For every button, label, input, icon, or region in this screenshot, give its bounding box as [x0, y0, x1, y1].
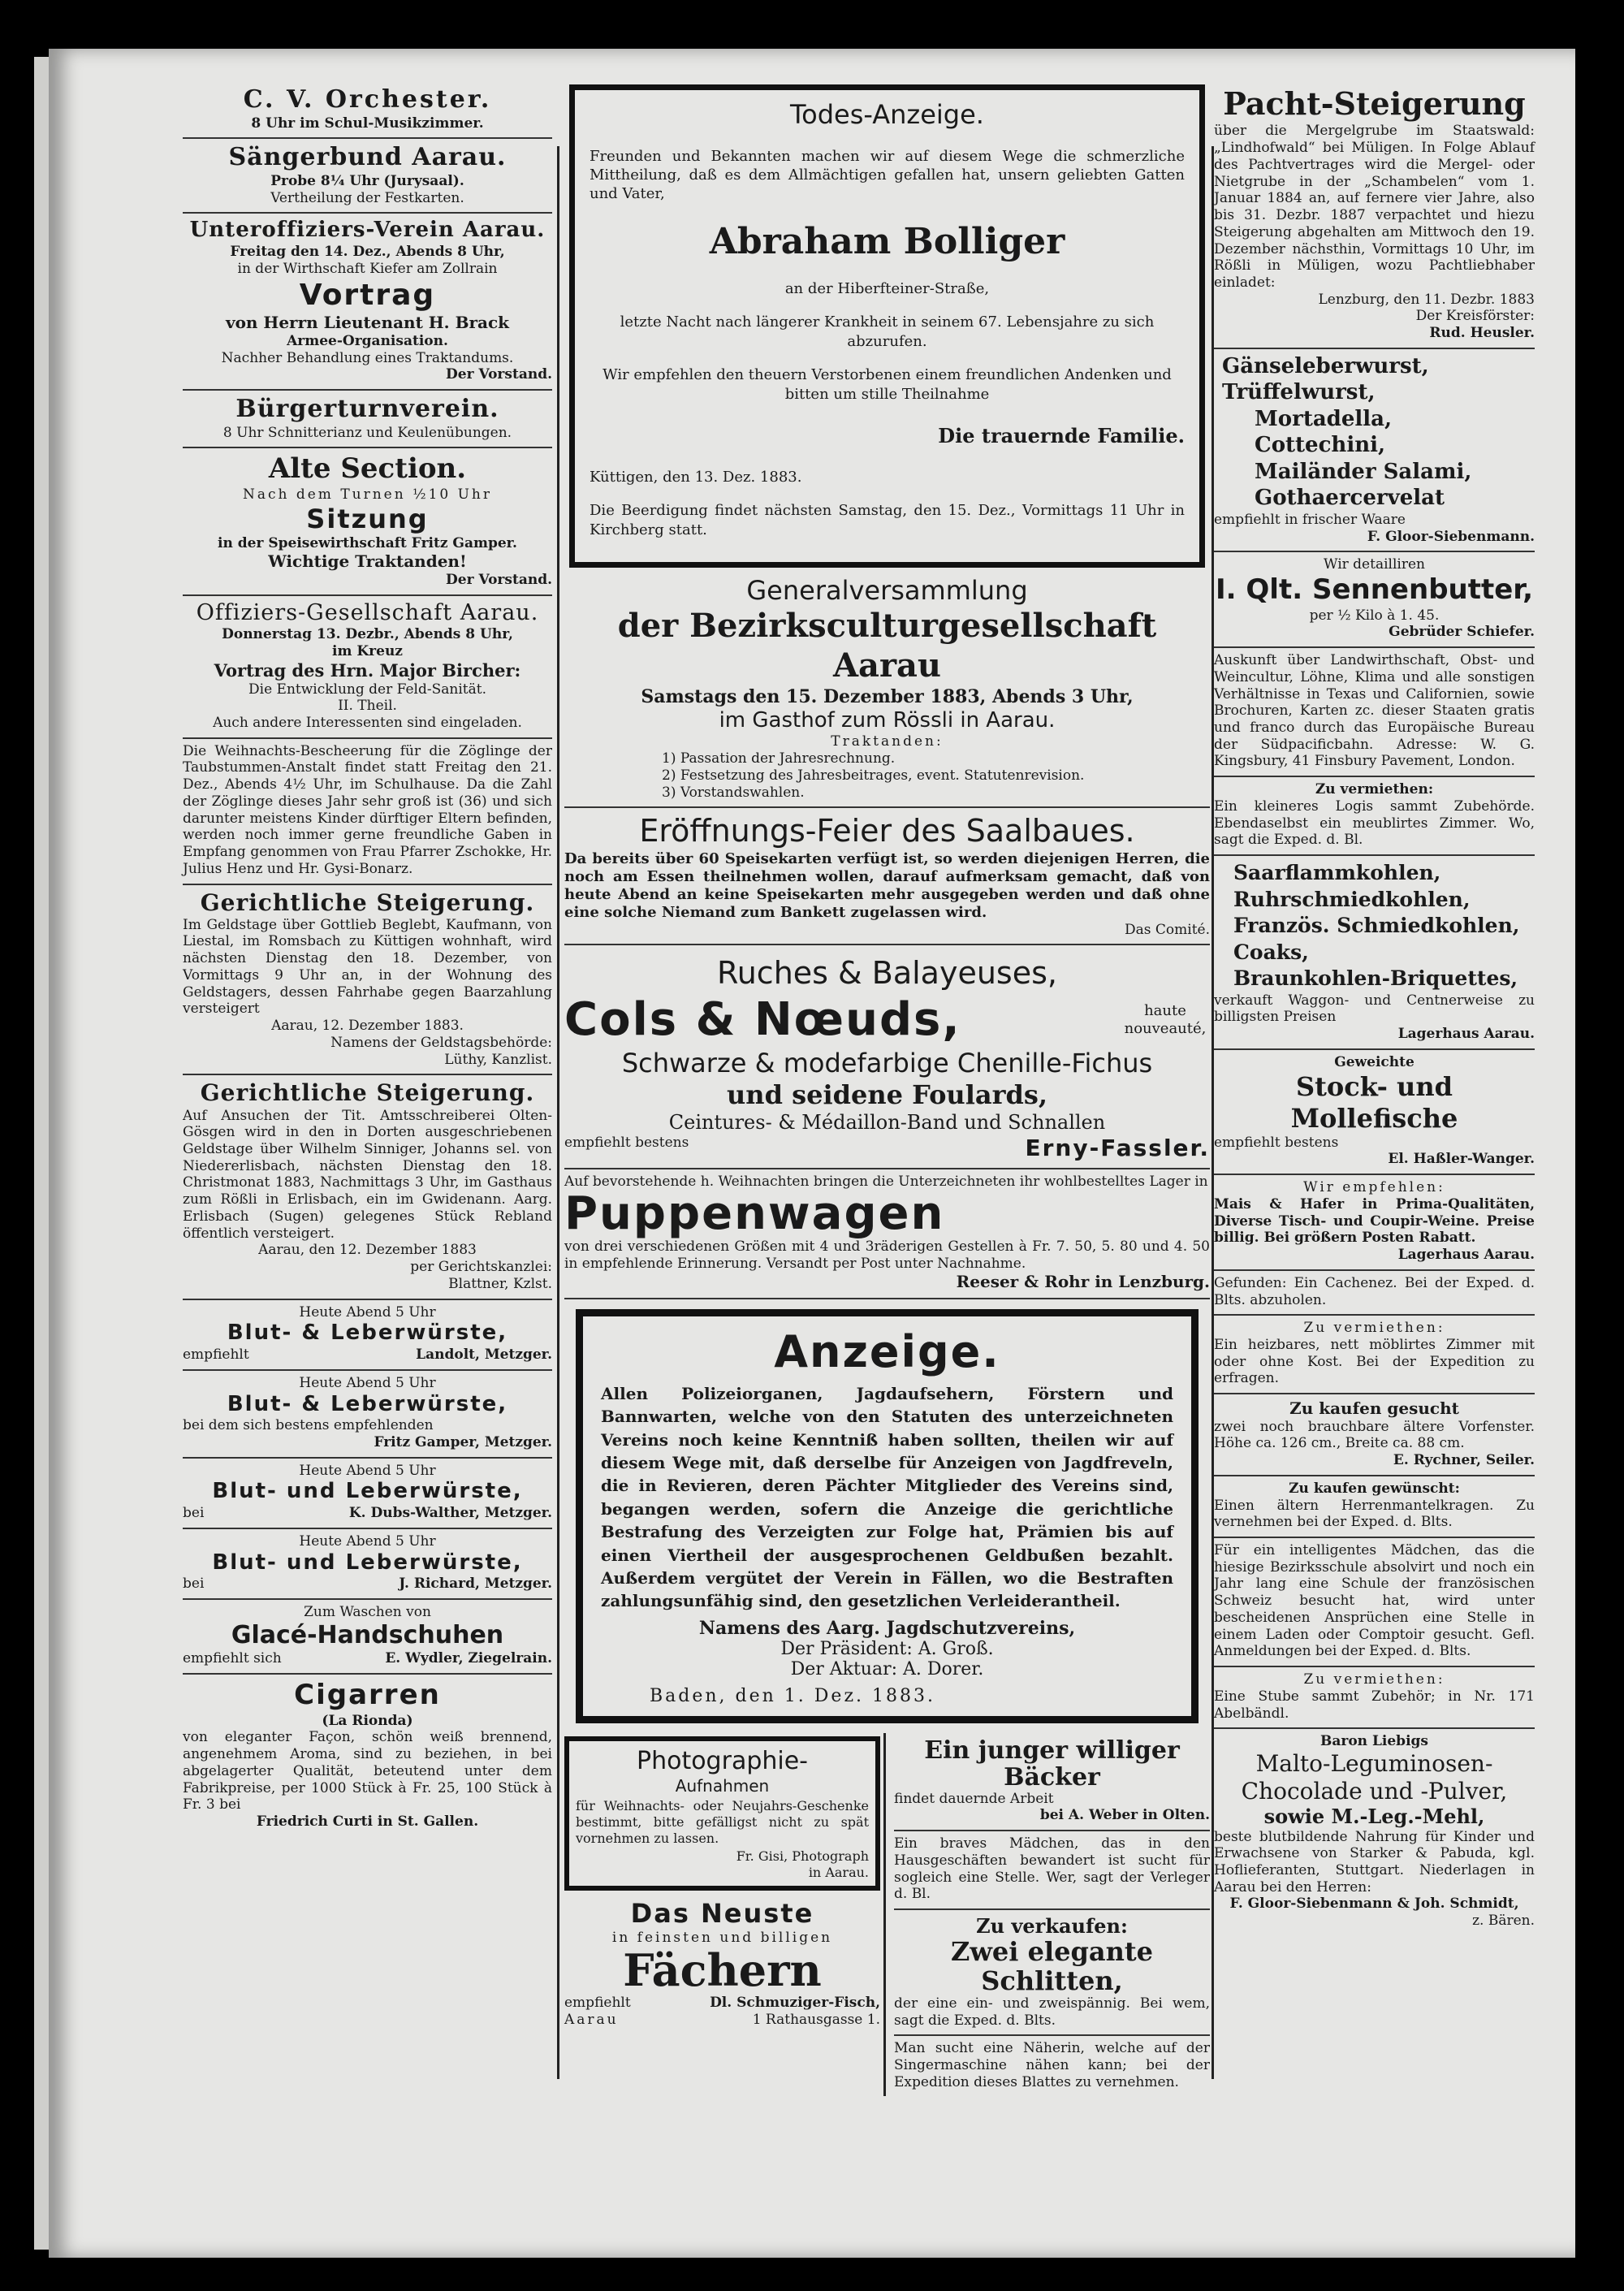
bottom-split — [564, 1733, 1210, 2097]
ad-text: Die Entwicklung der Feld-Sanität. — [248, 681, 486, 698]
ad-title: Puppenwagen — [564, 1187, 945, 1241]
ad-buergerturnverein — [183, 391, 552, 448]
ad-blut-leberwuerste-2 — [183, 1371, 552, 1459]
product-line: Ruhrschmiedkohlen, — [1233, 887, 1471, 911]
ad-title: Blut- & Leberwürste, — [227, 1321, 508, 1346]
ad-text: Auf bevorstehende h. Weihnachten bringen die Unterzeichneten ihr wohlbestelltes Lager in — [564, 1174, 1208, 1191]
ad-text: in der Speisewirthschaft Fritz Gamper. — [218, 534, 517, 551]
ad-weihnachts-bescheerung — [183, 739, 552, 885]
bottom-split-left — [564, 1733, 886, 2097]
ad-title: Sängerbund Aarau. — [228, 143, 507, 172]
ad-text: Samstags den 15. Dezember 1883, Abends 3 Uhr, — [641, 685, 1134, 707]
ad-title: I. Qlt. Sennenbutter, — [1216, 573, 1533, 607]
ad-title: Unteroffiziers-Verein Aarau. — [189, 218, 546, 243]
ad-text: Heute Abend 5 Uhr — [299, 1303, 436, 1321]
ad-gefunden — [1214, 1271, 1535, 1316]
column-middle — [564, 81, 1210, 2096]
ad-ruches-balayeuses — [564, 945, 1210, 1169]
ad-title: Sitzung — [306, 503, 429, 534]
ad-title: Blut- und Leberwürste, — [212, 1479, 523, 1504]
ad-text: bei — [183, 1576, 205, 1593]
ad-date: Baden, den 1. Dez. 1883. — [650, 1685, 936, 1706]
ad-signature: Fr. Gisi, Photograph — [736, 1848, 869, 1865]
ad-cv-orchester — [183, 81, 552, 139]
ad-title: Gerichtliche Steigerung. — [200, 1079, 535, 1107]
ad-title: Abraham Bolliger — [709, 220, 1065, 262]
ad-text: Mais & Hafer in Prima-Qualitäten, Diverse Tisch- und Coupir-Weine. Preise billig. Bei größern Posten Rabatt. — [1214, 1195, 1535, 1247]
ad-text: Wir detailliren — [1324, 556, 1425, 573]
column-rule — [557, 146, 559, 2079]
ad-kohlen — [1214, 856, 1535, 1050]
ad-text: Auch andere Interessenten sind eingeladen. — [213, 714, 522, 731]
ad-text: letzte Nacht nach längerer Krankheit in seinem 67. Lebensjahre zu sich abzurufen. — [620, 313, 1155, 350]
ad-title: Fächern — [623, 1944, 822, 1996]
ad-text: Für ein intelligentes Mädchen, das die hiesige Bezirksschule absolvirt und noch ein Jahr lang eine Schule der französischen Schweiz besucht hat, wird unter bescheidenen Ansprüchen eine Stelle in einem Laden oder Comptoir gesucht. Gefl. Anmeldungen bei der Exped. d. Blts. — [1214, 1541, 1535, 1660]
ad-text: empfiehlt bestens — [564, 1135, 689, 1152]
ad-text: Vortrag des Hrn. Major Bircher: — [214, 659, 521, 681]
ad-text: 8 Uhr im Schul-Musikzimmer. — [251, 115, 484, 132]
product-line: Gothaercervelat — [1255, 486, 1445, 511]
ad-text: Heute Abend 5 Uhr — [299, 1374, 436, 1391]
ad-blut-leberwuerste-1 — [183, 1300, 552, 1371]
ad-text: haute nouveauté, — [1124, 1001, 1207, 1037]
ad-text: empfiehlt — [564, 1995, 631, 2012]
ad-title: Blut- und Leberwürste, — [212, 1550, 523, 1575]
ad-text: Allen Polizeiorganen, Jagdaufsehern, Förstern und Bannwarten, welche von den Statuten des unterzeichneten Vereins noch keine Kenntniß haben sollten, theilen wir auf diesem Wege mit, daß derselbe für Anzeigen von Jagdfreveln, die in Revieren, deren Pächter Mitglieder des Vereins sind, begangen werden, sofern die Anzeige die gerichtliche Bestrafung des Verzeigten zur Folge hat, Prämien bis auf einen Viertheil der ausgesprochenen Geldbußen bezahlt. Außerdem vergütet der Verein in Fällen, wo die Bestraften zahlungsunfähig sind, den gesetzlichen Verleiderantheil. — [601, 1383, 1173, 1611]
ad-baecker — [894, 1733, 1210, 1831]
ad-title: Stock- und Mollefische — [1290, 1070, 1458, 1134]
ad-text: Nach dem Turnen ½10 Uhr — [242, 486, 493, 503]
product-line: Braunkohlen-Briquettes, — [1233, 966, 1518, 991]
ad-zu-verkaufen — [894, 1910, 1210, 2036]
ad-signature: Lüthy, Kanzlist. — [444, 1051, 552, 1068]
ad-title: Eröffnungs-Feier des Saalbaues. — [639, 813, 1135, 849]
column-right — [1214, 81, 1535, 1935]
ad-text: bei — [183, 1505, 205, 1522]
ad-text: im Gasthof zum Rössli in Aarau. — [719, 707, 1056, 733]
ad-unteroffiziers-verein — [183, 214, 552, 391]
ad-text: in der Wirthschaft Kiefer am Zollrain — [237, 260, 498, 277]
ad-text: 1) Passation der Jahresrechnung. — [662, 750, 896, 767]
product-line: Gänseleberwurst, — [1222, 353, 1429, 378]
ad-text: Ein kleineres Logis sammt Zubehörde. Ebendaselbst ein meublirtes Zimmer. Wo, sagt die Exped. d. Bl. — [1214, 798, 1535, 849]
ad-baron-liebigs — [1214, 1729, 1535, 1935]
bottom-split-right — [886, 1733, 1210, 2097]
ad-text: Ceintures- & Médaillon-Band und Schnallen — [668, 1111, 1106, 1135]
ad-text: empfiehlt bestens — [1214, 1134, 1339, 1151]
ad-title: Photographie- — [636, 1746, 808, 1775]
ad-signature: Lagerhaus Aarau. — [1397, 1026, 1535, 1043]
ad-signature: Friedrich Curti in St. Gallen. — [256, 1813, 479, 1831]
ad-cigarren — [183, 1675, 552, 1836]
ad-das-neuste — [564, 1894, 880, 2034]
ad-blut-leberwuerste-4 — [183, 1529, 552, 1600]
ad-text: Da bereits über 60 Speisekarten verfügt ist, so werden diejenigen Herren, die noch am Essen theilnehmen wollen, darauf aufmerksam gemacht, daß von heute Abend an keine Speisekarten mehr ausgegeben werden und daß ohne eine solche Niemand zum Bankett zugelassen wird. — [564, 849, 1210, 921]
ad-text: für Weihnachts- oder Neujahrs-Geschenke bestimmt, bitte gefälligst nicht zu spät vornehmen zu lassen. — [576, 1798, 869, 1847]
ad-text: sowie M.-Leg.-Mehl, — [1263, 1805, 1485, 1829]
ad-offiziers-gesellschaft — [183, 596, 552, 739]
ad-text: zwei noch brauchbare ältere Vorfenster. Höhe ca. 126 cm., Breite ca. 88 cm. — [1214, 1418, 1535, 1452]
ad-text: Wir empfehlen: — [1303, 1179, 1445, 1196]
ad-text: Heute Abend 5 Uhr — [299, 1532, 436, 1550]
ad-title: Anzeige. — [774, 1325, 1000, 1377]
ad-title: Zu vermiethen: — [1315, 781, 1434, 798]
ad-text: empfiehlt — [183, 1347, 249, 1364]
ad-alte-section — [183, 448, 552, 595]
ad-text: Der Kreisförster: — [1415, 308, 1535, 325]
ad-saengerbund — [183, 139, 552, 214]
ad-text: Baron Liebigs — [1320, 1733, 1428, 1750]
ad-photographie — [564, 1736, 880, 1891]
ad-title: Vortrag — [299, 278, 436, 312]
ad-title: Todes-Anzeige. — [790, 99, 984, 130]
ad-generalversammlung — [564, 571, 1210, 808]
ad-text: 8 Uhr Schnitterianz und Keulenübungen. — [222, 424, 512, 441]
ad-text: Donnerstag 13. Dezbr., Abends 8 Uhr, — [222, 626, 513, 643]
ad-title: Ein junger williger Bäcker — [924, 1736, 1180, 1792]
ad-date: Aarau, 12. Dezember 1883. — [271, 1018, 464, 1035]
ad-title: der Bezirksculturgesellschaft Aarau — [617, 607, 1157, 685]
ad-gerichtliche-steigerung-1 — [183, 885, 552, 1076]
ad-text: verkauft Waggon- und Centnerweise zu billigsten Preisen — [1214, 992, 1535, 1026]
ad-glace-handschuhe — [183, 1600, 552, 1675]
ad-title: Zu kaufen gesucht — [1289, 1398, 1459, 1419]
ad-text: in feinsten und billigen — [611, 1930, 833, 1947]
ad-signature: Der Vorstand. — [446, 366, 552, 383]
ad-text: Gefunden: Ein Cachenez. Bei der Exped. d. Blts. abzuholen. — [1214, 1274, 1535, 1308]
ad-title: Bürgerturnverein. — [235, 395, 499, 424]
ad-text: von eleganter Façon, schön weiß brennend, angenehmem Aroma, sind zu beziehen, in bei abgelagerter Qualität, beteutend unter dem Fabrikpreise, per 1000 Stück à Fr. 25, 100 Stück à Fr. 3 bei — [183, 1729, 552, 1813]
ad-signature: E. Wydler, Ziegelrain. — [385, 1650, 552, 1667]
ad-zu-vermiethen-2 — [1214, 1316, 1535, 1394]
ad-blut-leberwuerste-3 — [183, 1459, 552, 1529]
ad-signature: Das Comité. — [1125, 921, 1210, 938]
ad-signature: Lagerhaus Aarau. — [1397, 1247, 1535, 1264]
ad-text: Vertheilung der Festkarten. — [270, 189, 464, 206]
ad-signature: Blattner, Kzlst. — [448, 1275, 552, 1292]
product-line: Coaks, — [1233, 940, 1309, 964]
ad-text: Traktanden: — [831, 733, 944, 750]
ad-text: in Aarau. — [808, 1865, 869, 1881]
product-line: Mailänder Salami, — [1255, 459, 1472, 484]
ad-text: und seidene Foulards, — [727, 1078, 1047, 1110]
ad-signature: Reeser & Rohr in Lenzburg. — [956, 1272, 1210, 1292]
ad-anzeige-jagdschutz — [576, 1309, 1199, 1723]
ad-title: Offiziers-Gesellschaft Aarau. — [196, 599, 539, 625]
ad-text: Zum Waschen von — [304, 1604, 431, 1621]
ad-title: Das Neuste — [630, 1898, 814, 1930]
ad-title: Zu vermiethen: — [1303, 1671, 1445, 1688]
ad-text: 3) Vorstandswahlen. — [662, 784, 805, 801]
product-line: Mortadella, — [1255, 406, 1393, 431]
ad-date: Lenzburg, den 11. Dezbr. 1883 — [1318, 291, 1535, 308]
ad-signature: Fritz Gamper, Metzger. — [374, 1433, 552, 1450]
ad-auskunft-texas — [1214, 648, 1535, 777]
ad-zu-kaufen-gewuenscht — [1214, 1476, 1535, 1538]
ad-text: Eine Stube sammt Zubehör; in Nr. 171 Abelbändl. — [1214, 1688, 1535, 1722]
column-left — [183, 81, 552, 1836]
ad-signature: J. Richard, Metzger. — [399, 1576, 552, 1593]
ad-text: (La Rionda) — [322, 1712, 413, 1729]
ad-text: Nachher Behandlung eines Traktandums. — [221, 349, 514, 366]
ad-signature: Erny-Fassler. — [1025, 1135, 1210, 1162]
ad-text: im Kreuz — [332, 643, 403, 660]
ad-title: Glacé-Handschuhen — [231, 1620, 504, 1649]
ad-text: Wir empfehlen den theuern Verstorbenen einem freundlichen Andenken und bitten um stille Theilnahme — [603, 366, 1172, 403]
ad-text: bei dem sich bestens empfehlenden — [183, 1417, 434, 1434]
ad-text: Aarau — [564, 2012, 619, 2029]
ad-intelligentes-maedchen — [1214, 1538, 1535, 1667]
ad-title: Cols & Nœuds, — [564, 992, 961, 1046]
ad-text: per Gerichtskanzlei: — [410, 1259, 552, 1276]
product-line: Cottechini, — [1255, 433, 1386, 458]
ad-signature: bei A. Weber in Olten. — [1039, 1807, 1210, 1824]
ad-text: Im Geldstage über Gottlieb Beglebt, Kaufmann, von Liestal, im Romsbach zu Küttigen wohnhaft, wird nächsten Dienstag den 18. Dezember, von Vormittags 9 Uhr an, in der Wohnung des Geldstagers, dessen Fahrhabe gegen Baarzahlung versteigert — [183, 916, 552, 1018]
ad-text: Freitag den 14. Dez., Abends 8 Uhr, — [230, 244, 505, 261]
ad-zu-kaufen-gesucht — [1214, 1394, 1535, 1476]
ad-gaenseleberwurst — [1214, 349, 1535, 552]
ad-signature: El. Haßler-Wanger. — [1388, 1151, 1535, 1168]
ad-text: Einen ältern Herrenmantelkragen. Zu vernehmen bei der Exped. d. Blts. — [1214, 1497, 1535, 1531]
ad-signature: Dl. Schmuziger-Fisch, — [710, 1995, 880, 2012]
ad-text: Freunden und Bekannten machen wir auf diesem Wege die schmerzliche Mittheilung, daß es dem Allmächtigen gefallen hat, unsern geliebten Gatten und Vater, — [590, 147, 1185, 203]
ad-title: Ruches & Balayeuses, — [717, 955, 1057, 992]
ad-text: per ½ Kilo à 1. 45. — [1309, 607, 1440, 624]
ad-text: beste blutbildende Nahrung für Kinder und Erwachsene von Starker & Pabuda, kgl. Hoflieferanten, Stuttgart. Niederlagen in Aarau bei den Herren: — [1214, 1828, 1535, 1895]
ad-puppenwagen — [564, 1169, 1210, 1299]
ad-signature: F. Gloor-Siebenmann & Joh. Schmidt, — [1229, 1895, 1519, 1913]
ad-pacht-steigerung — [1214, 81, 1535, 349]
ad-text: an der Hiberfteiner-Straße, — [784, 279, 990, 297]
ad-title: Alte Section. — [268, 452, 467, 486]
ad-text: Heute Abend 5 Uhr — [299, 1462, 436, 1479]
ad-text: Armee-Organisation. — [287, 332, 448, 349]
ad-mais-hafer — [1214, 1175, 1535, 1271]
product-line: Saarflammkohlen, — [1233, 861, 1441, 885]
ad-title: Zwei elegante Schlitten, — [951, 1936, 1153, 1996]
ad-text: z. Bären. — [1472, 1913, 1535, 1930]
ad-todes-anzeige — [569, 84, 1205, 568]
ad-gerichtliche-steigerung-2 — [183, 1075, 552, 1299]
ad-title: Cigarren — [294, 1679, 441, 1712]
ad-signature: F. Gloor-Siebenmann. — [1367, 528, 1535, 545]
ad-text: Die Weihnachts-Bescheerung für die Zöglinge der Taubstummen-Anstalt findet statt Freitag den 21. Dez., Abends 4½ Uhr, im Schulhause. Da die Zahl der Zöglinge dieses Jahr sehr groß ist (36) und sich darunter meistens Kinder dürftiger Eltern befinden, werden noch immer gerne freundliche Gaben in Empfang genommen von Frau Pfarrer Zschokke, Hr. Julius Henz und Hr. Gysi-Bonarz. — [183, 742, 552, 877]
ad-sennenbutter — [1214, 552, 1535, 648]
ad-text: 2) Festsetzung des Jahresbeitrages, event. Statutenrevision. — [662, 767, 1085, 784]
ad-title: C. V. Orchester. — [243, 85, 492, 114]
ad-text: Namens des Aarg. Jagdschutzvereins, — [698, 1617, 1076, 1639]
ad-date: Küttigen, den 13. Dez. 1883. — [590, 469, 802, 486]
ad-text: Der Präsident: A. Groß. — [780, 1638, 994, 1659]
ad-stockfische — [1214, 1050, 1535, 1175]
ad-text: Auf Ansuchen der Tit. Amtsschreiberei Olten-Gösgen wird in den in Dorten ausgeschriebenen Geldstage über Wilhelm Sinniger, Johanns sel. von Niedererlisbach, nächsten Dienstag den 18. Christmonat 1883, Nachmittags 3 Uhr, im Gasthaus zum Rößli in Erlisbach, ein im Gwidenann. Aarg. Erlisbach (Sugen) gelegenes Stück Rebland öffentlich versteigert. — [183, 1107, 552, 1242]
ad-text: Wichtige Traktanden! — [268, 551, 467, 572]
product-line: Französ. Schmiedkohlen, — [1233, 914, 1520, 938]
ad-title: Zu kaufen gewünscht: — [1289, 1480, 1460, 1497]
ad-maedchen — [894, 1831, 1210, 1910]
ad-signature: Gebrüder Schiefer. — [1389, 624, 1535, 641]
ad-zu-vermiethen-1 — [1214, 777, 1535, 856]
ad-naeherin — [894, 2036, 1210, 2096]
ad-title: Zu verkaufen: — [976, 1914, 1128, 1939]
product-line: Trüffelwurst, — [1222, 380, 1376, 405]
ad-signature: Die trauernde Familie. — [938, 423, 1185, 447]
ad-text: 1 Rathausgasse 1. — [752, 2012, 880, 2029]
ad-text: Der Aktuar: A. Dorer. — [790, 1658, 984, 1679]
ad-eroeffnungs-feier — [564, 808, 1210, 945]
ad-signature: E. Rychner, Seiler. — [1393, 1452, 1535, 1469]
ad-text: Ein heizbares, nett möblirtes Zimmer mit oder ohne Kost. Bei der Expedition zu erfragen. — [1214, 1336, 1535, 1387]
ad-text: Auskunft über Landwirthschaft, Obst- und Weincultur, Löhne, Klima und alle sonstigen Verhältnisse in Texas und Californien, sowie Brochuren, Karten zc. dieser Staaten gratis und franco durch das Europäische Bureau der Südpacificbahn. Adresse: W. G. Kingsbury, 41 Finsbury Pavement, London. — [1214, 652, 1535, 770]
ad-text: Man sucht eine Näherin, welche auf der Singermaschine nähen kann; bei der Expedition dieses Blattes zu vernehmen. — [894, 2040, 1210, 2090]
ad-title: Gerichtliche Steigerung. — [200, 888, 535, 916]
ad-text: von Herrn Lieutenant H. Brack — [225, 313, 510, 333]
ad-title: Zu vermiethen: — [1303, 1320, 1445, 1337]
ad-text: Aufnahmen — [675, 1776, 770, 1796]
ad-title: Generalversammlung — [746, 575, 1028, 607]
ad-text: von drei verschiedenen Größen mit 4 und 3räderigen Gestellen à Fr. 7. 50, 5. 80 und 4. 50 in empfehlende Erinnerung. Versandt per Post unter Nachnahme. — [564, 1238, 1210, 1272]
ad-date: Aarau, den 12. Dezember 1883 — [258, 1242, 477, 1259]
ad-text: der eine ein- und zweispännig. Bei wem, sagt die Exped. d. Blts. — [894, 1995, 1210, 2029]
ad-signature: Der Vorstand. — [446, 571, 552, 588]
ad-text: findet dauernde Arbeit — [894, 1790, 1054, 1807]
ad-signature: Landolt, Metzger. — [416, 1347, 552, 1364]
ad-text: Probe 8¼ Uhr (Jurysaal). — [270, 172, 464, 189]
ad-zu-vermiethen-3 — [1214, 1667, 1535, 1729]
ad-text: Schwarze & modefarbige Chenille-Fichus — [621, 1047, 1153, 1078]
ad-title: Pacht-Steigerung — [1223, 85, 1526, 122]
ad-text: Geweichte — [1334, 1053, 1415, 1070]
ad-text: Ein braves Mädchen, das in den Hausgeschäften bewandert ist sucht für sogleich eine Stelle. Wer, sagt der Verleger d. Bl. — [894, 1835, 1210, 1903]
ad-signature: K. Dubs-Walther, Metzger. — [348, 1505, 552, 1522]
ad-text: II. Theil. — [338, 698, 397, 715]
ad-text: empfiehlt sich — [183, 1650, 282, 1667]
ad-title: Blut- & Leberwürste, — [227, 1391, 508, 1416]
ad-text: über die Mergelgrube im Staatswald: „Lindhofwald“ bei Müligen. In Folge Ablauf des Pachtvertrages wird die Mergel- oder Nietgrube in der „Schambelen“ vom 1. Januar 1884 an, auf fernere vier Jahre, also bis 31. Dezbr. 1887 verpachtet und hiezu Steigerung abgehalten am Mittwoch den 19. Dezember nächsthin, Vormittags 10 Uhr, im Rößli in Müligen, wozu Pachtliebhaber einladet: — [1214, 123, 1535, 291]
ad-text: Die Beerdigung findet nächsten Samstag, den 15. Dez., Vormittags 11 Uhr in Kirchberg statt. — [590, 502, 1185, 538]
ad-text: Namens der Geldstagsbehörde: — [330, 1034, 552, 1051]
ad-signature: Rud. Heusler. — [1429, 325, 1535, 342]
ad-title: Malto-Leguminosen-Chocolade und -Pulver, — [1241, 1750, 1508, 1805]
ad-text: empfiehlt in frischer Waare — [1214, 511, 1406, 528]
